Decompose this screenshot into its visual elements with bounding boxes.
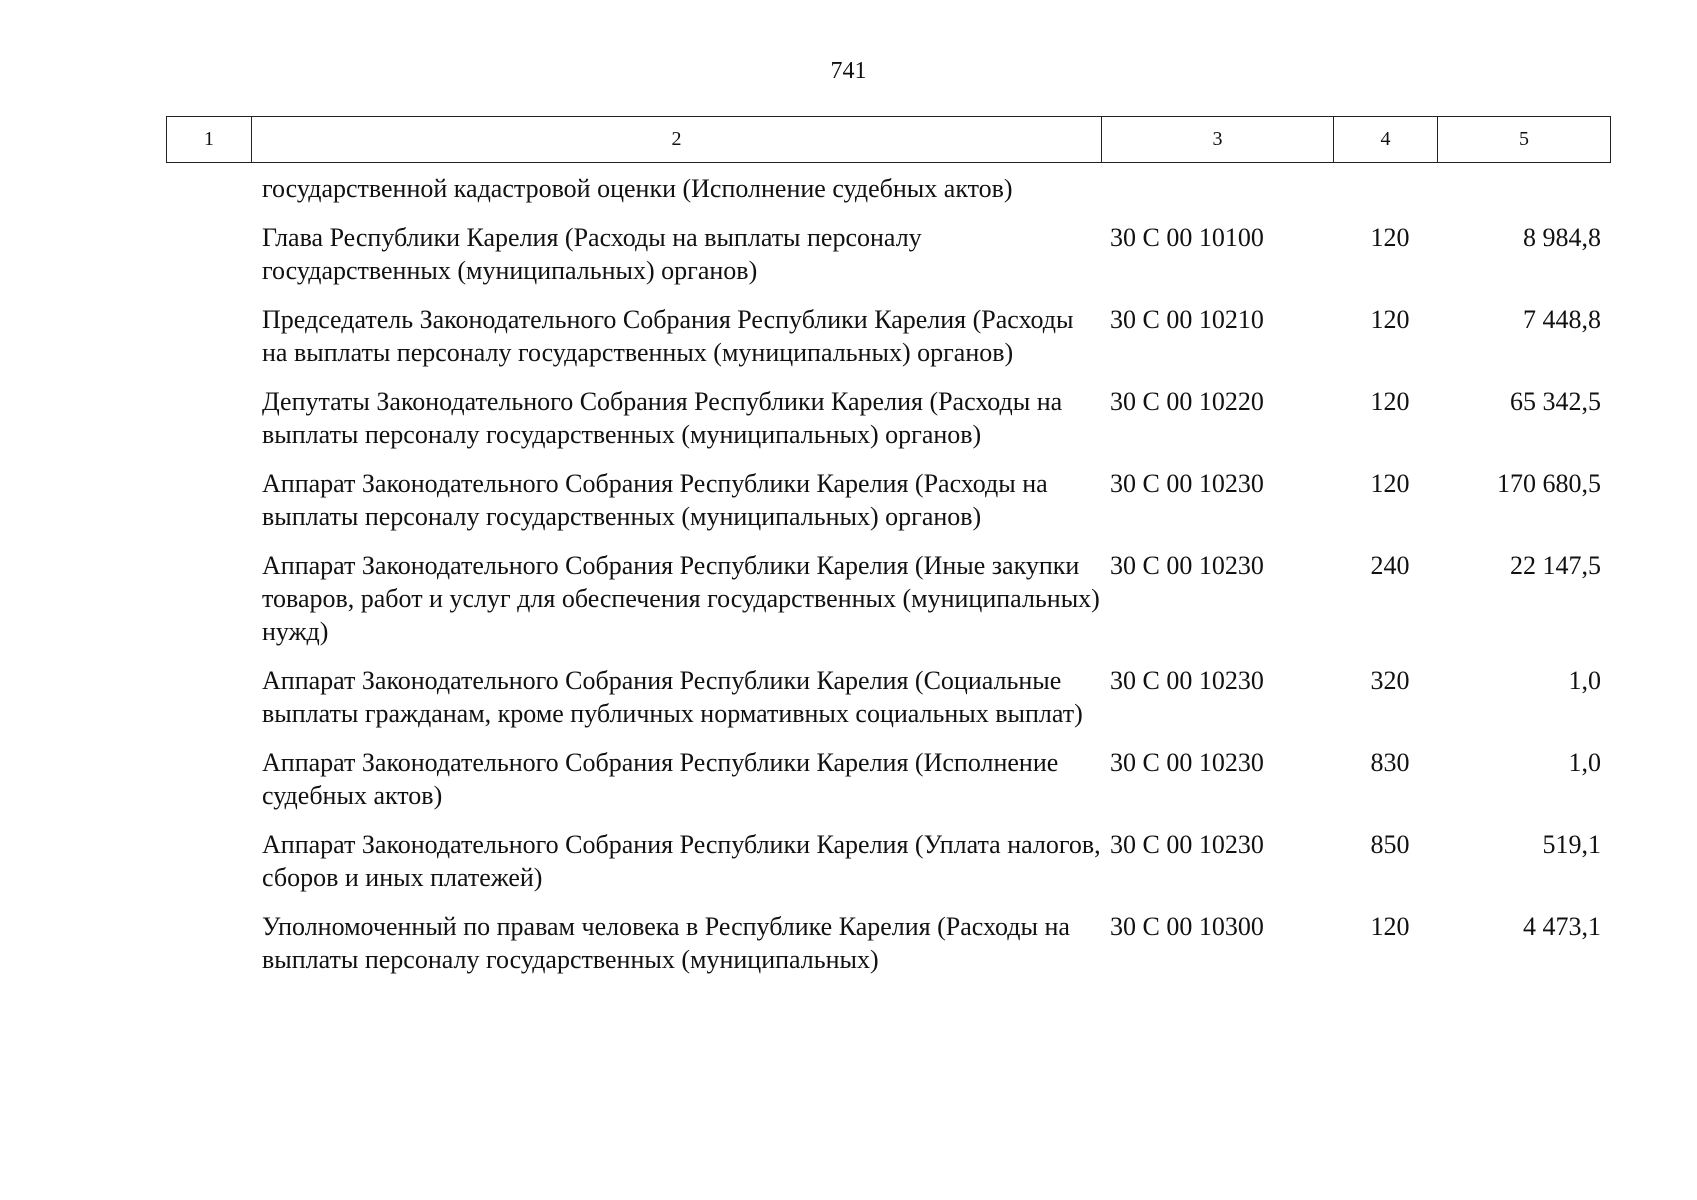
table-row [166,221,1622,287]
row-amount: 1,0 [1568,666,1601,695]
row-amount: 170 680,5 [1497,469,1601,498]
row-target-code: 30 С 00 10220 [1110,387,1264,416]
row-expense-type: 120 [1370,912,1410,941]
row-expense-type: 240 [1370,551,1410,580]
row-description: Глава Республики Карелия (Расходы на выплаты персоналу государственных (муниципальных) органов) [262,223,922,285]
table-row [166,746,1622,812]
row-description: Депутаты Законодательного Собрания Республики Карелия (Расходы на выплаты персоналу государственных (муниципальных) органов) [262,387,1063,449]
row-target-code: 30 С 00 10230 [1110,469,1264,498]
header-col-4: 4 [1334,117,1438,163]
row-description: Аппарат Законодательного Собрания Республики Карелия (Расходы на выплаты персоналу государственных (муниципальных) органов) [262,469,1048,531]
table-row [166,664,1622,730]
table-row [166,467,1622,533]
row-target-code: 30 С 00 10210 [1110,305,1264,334]
row-amount: 519,1 [1542,830,1601,859]
row-spacer [166,221,251,287]
row-spacer [166,549,251,648]
row-expense-type: 120 [1370,469,1410,498]
row-spacer [166,172,251,205]
row-target-code: 30 С 00 10300 [1110,912,1264,941]
row-spacer [166,664,251,730]
table-row [166,828,1622,894]
row-expense-type: 120 [1370,387,1410,416]
row-spacer [166,910,251,976]
row-spacer [166,385,251,451]
table-row [166,172,1622,205]
row-amount: 8 984,8 [1523,223,1601,252]
table-header [166,116,1611,163]
row-target-code: 30 С 00 10230 [1110,551,1264,580]
row-expense-type: 830 [1370,748,1410,777]
header-col-3: 3 [1102,117,1334,163]
header-col-2: 2 [252,117,1102,163]
row-target-code [1101,172,1333,205]
row-description: Аппарат Законодательного Собрания Республики Карелия (Уплата налогов, сборов и иных платежей) [262,830,1101,892]
header-col-5: 5 [1438,117,1611,163]
row-spacer [166,746,251,812]
row-amount: 22 147,5 [1510,551,1601,580]
row-description: государственной кадастровой оценки (Исполнение судебных актов) [262,174,1013,203]
row-expense-type: 120 [1370,223,1410,252]
row-amount: 65 342,5 [1510,387,1601,416]
row-target-code: 30 С 00 10230 [1110,830,1264,859]
row-spacer [166,467,251,533]
row-expense-type: 320 [1370,666,1410,695]
row-spacer [166,828,251,894]
table-body [166,172,1622,992]
row-amount [1437,172,1610,205]
table-row [166,549,1622,648]
row-spacer [166,303,251,369]
row-amount: 4 473,1 [1523,912,1601,941]
page-number: 741 [830,58,867,84]
row-description: Председатель Законодательного Собрания Республики Карелия (Расходы на выплаты персоналу государственных (муниципальных) органов) [262,305,1074,367]
row-description: Аппарат Законодательного Собрания Республики Карелия (Исполнение судебных актов) [262,748,1059,810]
row-description: Уполномоченный по правам человека в Республике Карелия (Расходы на выплаты персоналу государственных (муниципальных) [262,912,1070,974]
table-row [166,385,1622,451]
row-expense-type: 120 [1370,305,1410,334]
table-row [166,303,1622,369]
row-description: Аппарат Законодательного Собрания Республики Карелия (Иные закупки товаров, работ и услуг для обеспечения государственных (муниципальных) нужд) [262,551,1100,646]
row-target-code: 30 С 00 10230 [1110,666,1264,695]
row-target-code: 30 С 00 10100 [1110,223,1264,252]
table-row [166,910,1622,976]
header-col-1: 1 [167,117,252,163]
row-amount: 1,0 [1568,748,1601,777]
row-target-code: 30 С 00 10230 [1110,748,1264,777]
row-expense-type: 850 [1370,830,1410,859]
row-amount: 7 448,8 [1523,305,1601,334]
row-expense-type [1333,172,1437,205]
row-description: Аппарат Законодательного Собрания Республики Карелия (Социальные выплаты гражданам, кроме публичных нормативных социальных выплат) [262,666,1083,728]
